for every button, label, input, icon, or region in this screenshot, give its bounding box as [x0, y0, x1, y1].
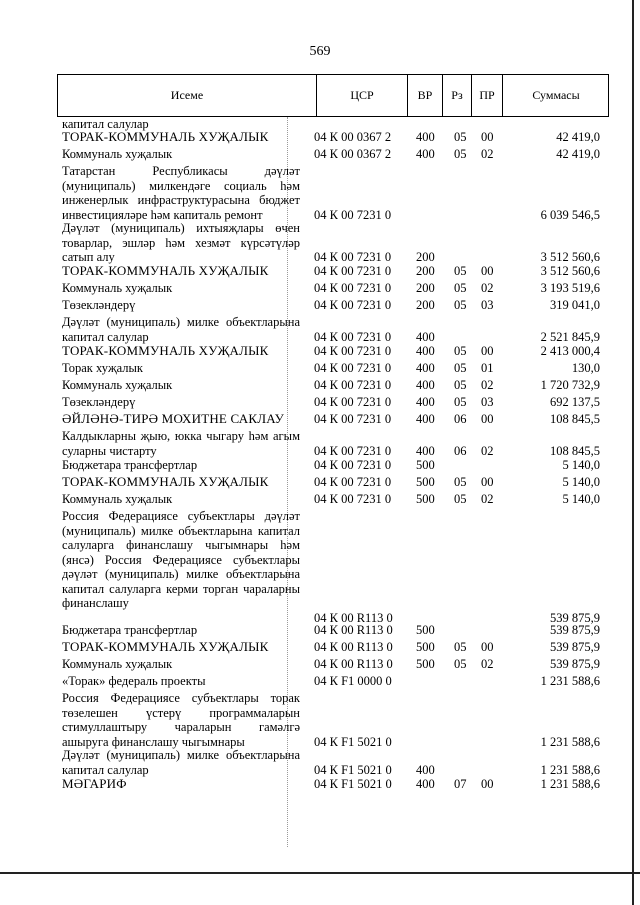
row-name: Торак хуҗалык [62, 361, 143, 375]
row-sum: 42 419,0 [556, 130, 600, 144]
row-sum: 5 140,0 [562, 475, 600, 489]
row-name: Бюджетара трансфертлар [62, 623, 198, 637]
header-pr: ПР [479, 88, 495, 102]
row-csr: 04 К 00 0367 2 [314, 147, 392, 161]
row-csr: 04 К 00 7231 0 [314, 412, 392, 426]
row-vr: 200 [416, 298, 435, 312]
row-vr: 500 [416, 623, 435, 637]
row-csr: 04 К 00 7231 0 [314, 361, 392, 375]
row-rz: 05 [454, 264, 467, 278]
table-row [0, 777, 640, 794]
row-name: Коммуналь хуҗалык [62, 492, 173, 506]
row-name: Коммуналь хуҗалык [62, 147, 173, 161]
row-name: «Торак» федераль проекты [62, 674, 206, 688]
table-row [0, 147, 640, 164]
row-csr: 04 К 00 R113 0 [314, 640, 393, 654]
row-name: Калдыкларны җыю, юкка чыгару һәм агым суларны чистарту [62, 429, 300, 458]
table-row [0, 509, 640, 623]
row-csr: 04 К 00 7231 0 [314, 207, 392, 222]
row-csr: 04 К 00 7231 0 [314, 344, 392, 358]
row-sum: 539 875,9 [550, 623, 600, 637]
header-vr: ВР [417, 88, 433, 102]
table-row [0, 657, 640, 674]
scan-edge-bottom [0, 872, 640, 874]
row-csr: 04 К 00 7231 0 [314, 298, 392, 312]
row-pr: 02 [481, 281, 494, 295]
row-name: Дәүләт (муниципаль) милке объектларына капитал салулар [62, 748, 300, 777]
row-vr: 500 [416, 657, 435, 671]
table-row [0, 475, 640, 492]
row-vr: 500 [416, 492, 435, 506]
row-csr: 04 К 00 7231 0 [314, 378, 392, 392]
row-vr: 400 [416, 329, 435, 344]
row-rz: 05 [454, 344, 467, 358]
row-sum: 5 140,0 [562, 458, 600, 472]
row-name: ТОРАК-КОММУНАЛЬ ХУҖАЛЫК [62, 343, 269, 358]
table-row [0, 429, 640, 458]
row-name: Татарстан Республикасы дәүләт (муниципаль) милкендәге социаль һәм инженерлык инфраструктурасына бюджет инвестицияләре һәм капиталь ремонт [62, 164, 300, 222]
row-pr: 00 [481, 264, 494, 278]
row-csr: 04 К 00 7231 0 [314, 395, 392, 409]
table-row [0, 221, 640, 264]
table-row [0, 378, 640, 395]
row-rz: 05 [454, 475, 467, 489]
row-name: ТОРАК-КОММУНАЛЬ ХУҖАЛЫК [62, 129, 269, 144]
row-sum: 2 413 000,4 [540, 344, 600, 358]
row-vr: 400 [416, 378, 435, 392]
row-pr: 00 [481, 640, 494, 654]
row-name: Россия Федерациясе субъектлары торак төзелешен үстерү программаларын стимуллаштыру чараларын гамәлгә ашыруга финанслашу чыгымнары [62, 691, 300, 749]
row-sum: 108 845,5 [550, 412, 600, 426]
row-csr: 04 К 00 R113 0 [314, 610, 393, 625]
row-pr: 01 [481, 361, 494, 375]
row-csr: 04 К 00 7231 0 [314, 264, 392, 278]
row-vr: 400 [416, 412, 435, 426]
table-row [0, 164, 640, 221]
table-row [0, 361, 640, 378]
table-row [0, 298, 640, 315]
row-vr: 400 [416, 344, 435, 358]
table-row [0, 315, 640, 344]
row-sum: 5 140,0 [562, 492, 600, 506]
row-vr: 400 [416, 777, 435, 791]
table-row [0, 691, 640, 748]
row-vr: 500 [416, 475, 435, 489]
table-row [0, 492, 640, 509]
row-pr: 00 [481, 344, 494, 358]
row-sum: 539 875,9 [550, 640, 600, 654]
table-row [0, 748, 640, 777]
row-sum: 108 845,5 [550, 443, 600, 458]
row-name: Төзекләндерү [62, 395, 136, 409]
table-row [0, 674, 640, 691]
header-name: Исеме [170, 88, 204, 102]
row-name: ТОРАК-КОММУНАЛЬ ХУҖАЛЫК [62, 263, 269, 278]
table-row [0, 640, 640, 657]
row-sum: 2 521 845,9 [540, 329, 600, 344]
row-pr: 03 [481, 395, 494, 409]
row-name: Бюджетара трансфертлар [62, 458, 198, 472]
row-vr: 400 [416, 147, 435, 161]
row-name: Коммуналь хуҗалык [62, 378, 173, 392]
row-name: Дәүләт (муниципаль) милке объектларына капитал салулар [62, 315, 300, 344]
row-sum: 319 041,0 [550, 298, 600, 312]
header-csr: ЦСР [350, 88, 374, 102]
row-pr: 00 [481, 475, 494, 489]
row-vr: 500 [416, 640, 435, 654]
row-pr: 02 [481, 443, 494, 458]
row-name: МӘГАРИФ [62, 776, 127, 791]
row-sum: 3 512 560,6 [540, 250, 600, 264]
row-pr: 00 [481, 777, 494, 791]
row-pr: 02 [481, 492, 494, 506]
table-row [0, 412, 640, 429]
row-sum: 1 231 588,6 [540, 734, 600, 749]
row-rz: 05 [454, 298, 467, 312]
row-vr: 400 [416, 361, 435, 375]
row-csr: 04 К 00 7231 0 [314, 250, 392, 264]
row-rz: 06 [454, 412, 467, 426]
header-sum: Суммасы [532, 88, 580, 102]
row-csr: 04 К 00 7231 0 [314, 458, 392, 472]
row-csr: 04 К 00 0367 2 [314, 130, 392, 144]
row-vr: 400 [416, 130, 435, 144]
table-row [0, 264, 640, 281]
row-sum: 3 193 519,6 [540, 281, 600, 295]
row-pr: 00 [481, 412, 494, 426]
table-row [0, 395, 640, 412]
row-name: Төзекләндерү [62, 298, 136, 312]
row-csr: 04 К 00 R113 0 [314, 657, 393, 671]
row-rz: 05 [454, 395, 467, 409]
row-vr: 400 [416, 443, 435, 458]
row-name: Коммуналь хуҗалык [62, 657, 173, 671]
row-sum: 539 875,9 [550, 657, 600, 671]
row-name: ТОРАК-КОММУНАЛЬ ХУҖАЛЫК [62, 639, 269, 654]
row-sum: 1 720 732,9 [540, 378, 600, 392]
row-pr: 02 [481, 147, 494, 161]
table-row [0, 623, 640, 640]
row-csr: 04 К 00 7231 0 [314, 475, 392, 489]
table-row [0, 344, 640, 361]
table-row [0, 130, 640, 147]
row-rz: 05 [454, 492, 467, 506]
row-sum: 692 137,5 [550, 395, 600, 409]
table-body [0, 117, 640, 794]
row-name: Дәүләт (муниципаль) ихтыяҗлары өчен товарлар, эшләр һәм хезмәт күрсәтүләр сатып алу [62, 221, 300, 264]
row-name: Россия Федерациясе субъектлары дәүләт (муниципаль) милке объектларына капитал салуларга финанслашу чыгымнары һәм (янсә) Россия Федерациясе субъектлары дәүләт (муниципаль) милке объектларына капитал салуларга керми торган чараларны финанслашу [62, 509, 300, 610]
row-rz: 05 [454, 147, 467, 161]
scan-edge-right [632, 0, 634, 905]
row-sum: 1 231 588,6 [540, 777, 600, 791]
row-name: ӘЙЛӘНӘ-ТИРӘ МОХИТНЕ САКЛАУ [62, 411, 285, 426]
row-csr: 04 К 00 7231 0 [314, 492, 392, 506]
row-csr: 04 К 00 7231 0 [314, 281, 392, 295]
row-vr: 500 [416, 458, 435, 472]
row-csr: 04 К F1 0000 0 [314, 674, 392, 688]
row-vr: 400 [416, 762, 435, 777]
row-sum: 1 231 588,6 [540, 674, 600, 688]
row-rz: 05 [454, 378, 467, 392]
table-row [0, 281, 640, 298]
table-header [57, 74, 609, 117]
row-name: Коммуналь хуҗалык [62, 281, 173, 295]
row-pr: 03 [481, 298, 494, 312]
row-rz: 05 [454, 657, 467, 671]
row-vr: 200 [416, 264, 435, 278]
row-pr: 02 [481, 378, 494, 392]
row-rz: 07 [454, 777, 467, 791]
row-csr: 04 К 00 R113 0 [314, 623, 393, 637]
row-csr: 04 К F1 5021 0 [314, 762, 392, 777]
row-rz: 05 [454, 130, 467, 144]
row-csr: 04 К F1 5021 0 [314, 777, 392, 791]
row-sum: 1 231 588,6 [540, 762, 600, 777]
row-vr: 200 [416, 281, 435, 295]
row-pr: 00 [481, 130, 494, 144]
row-csr: 04 К 00 7231 0 [314, 443, 392, 458]
row-name: ТОРАК-КОММУНАЛЬ ХУҖАЛЫК [62, 474, 269, 489]
page-number: 569 [309, 44, 331, 59]
row-csr: 04 К F1 5021 0 [314, 734, 392, 749]
table-row [0, 458, 640, 475]
header-rz: Рз [451, 88, 463, 102]
row-sum: 42 419,0 [556, 147, 600, 161]
row-rz: 05 [454, 640, 467, 654]
row-rz: 06 [454, 443, 467, 458]
row-rz: 05 [454, 281, 467, 295]
row-csr: 04 К 00 7231 0 [314, 329, 392, 344]
row-sum: 130,0 [571, 361, 600, 375]
row-vr: 200 [416, 250, 435, 264]
row-sum: 3 512 560,6 [540, 264, 600, 278]
row-sum: 6 039 546,5 [540, 207, 600, 222]
row-vr: 400 [416, 395, 435, 409]
row-pr: 02 [481, 657, 494, 671]
row-rz: 05 [454, 361, 467, 375]
row-name: капитал салулар [62, 117, 149, 131]
row-sum: 539 875,9 [550, 610, 600, 625]
